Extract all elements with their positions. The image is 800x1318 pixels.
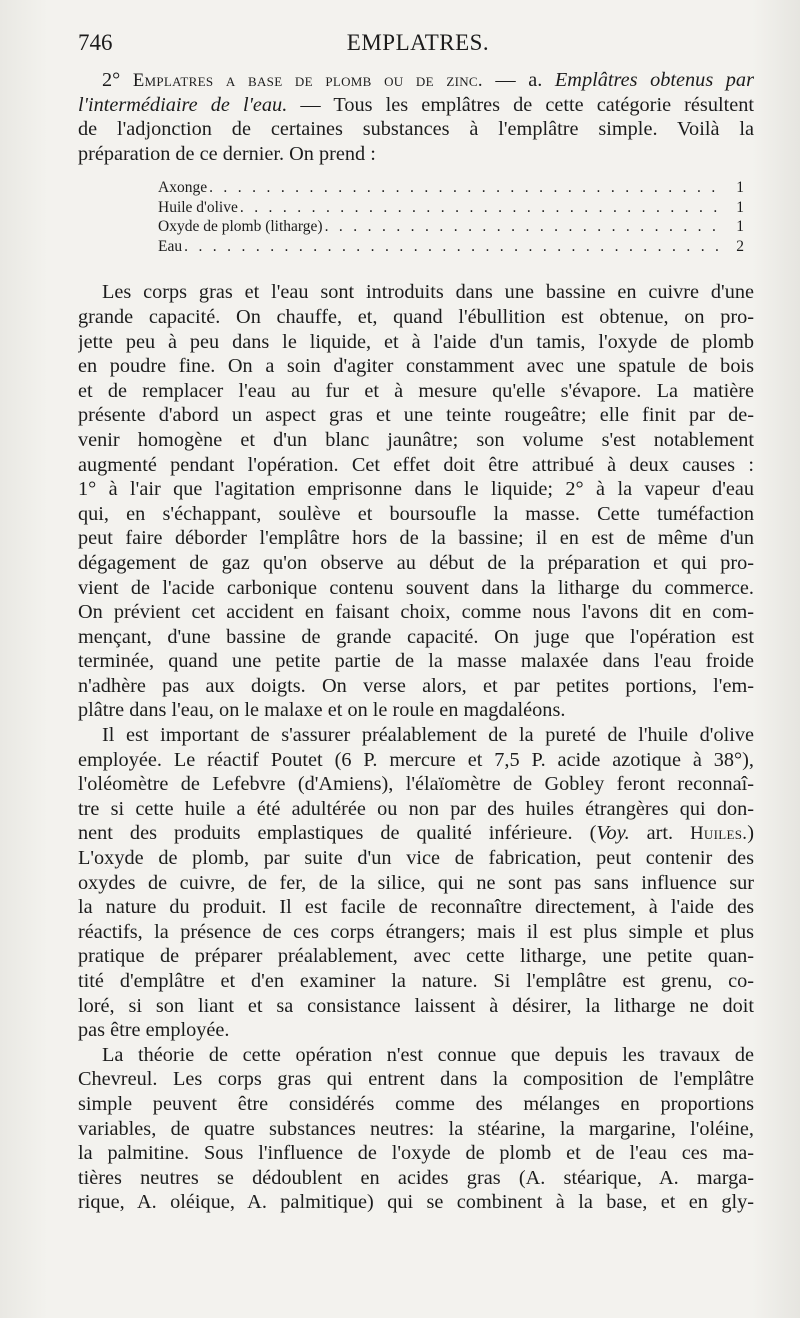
heading-dash: — (495, 69, 516, 91)
text-line: La théorie de cette opération n'est connue que depuis les travaux de (102, 1043, 754, 1066)
text-line: réactifs, la présence de ces corps étrangers; mais il est plus simple et plus (78, 920, 754, 943)
text-line: employée. Le réactif Poutet (6 P. mercure et 7,5 P. acide azotique à 38°), (78, 748, 754, 771)
text-line: dégagement de gaz qu'on observe au début de la préparation et qui pro- (78, 551, 754, 574)
recipe-list (158, 178, 744, 256)
subsection-title-cont: l'intermédiaire de l'eau. (78, 93, 288, 116)
text-line: n'adhère pas aux doigts. On verse alors, et par petites portions, l'em- (78, 674, 754, 697)
text-line: Les corps gras et l'eau sont introduits dans une bassine en cuivre d'une (102, 281, 754, 304)
text-line: oxydes de cuivre, de fer, de la silice, qui ne sont pas sans influence sur (78, 871, 754, 894)
running-title: EMPLATRES. (346, 30, 490, 55)
text-line: la palmitine. Sous l'influence de l'oxyde de plomb et de l'eau ces ma- (78, 1142, 754, 1165)
section-number: 2° (102, 69, 121, 91)
ingredient-name: Oxyde de plomb (litharge) (158, 218, 323, 236)
text-line (78, 93, 754, 118)
text-line: nent des produits emplastiques de qualité inférieure. (Voy. art. Huiles.) (78, 822, 754, 845)
text-line: l'oléomètre de Lefebvre (d'Amiens), l'élaïomètre de Gobley feront reconnaî- (78, 773, 754, 796)
dot-leader (184, 237, 724, 257)
text-line: en poudre fine. On a soin d'agiter constamment avec une spatule de bois (78, 355, 754, 378)
text-line: grande capacité. On chauffe, et, quand l'ébullition est obtenue, on pro- (78, 305, 754, 328)
subsection-title: Emplâtres obtenus par (554, 69, 754, 91)
ingredient-qty: 1 (736, 218, 744, 236)
text-line: simple peuvent être considérés comme des mélanges en proportions (78, 1092, 754, 1115)
text-line: tières neutres se dédoublent en acides gras (A. stéarique, A. marga- (78, 1166, 754, 1189)
text-line: tité d'emplâtre et d'en examiner la nature. Si l'emplâtre est grenu, co- (78, 970, 754, 992)
paragraph-2 (78, 723, 754, 1043)
body-text (78, 68, 754, 1215)
text-line: la nature du produit. Il est facile de reconnaître directement, à l'aide des (78, 896, 754, 919)
ingredient-qty: 1 (736, 179, 744, 197)
recipe-row (158, 237, 744, 257)
paragraph-1 (78, 280, 754, 723)
page-header (78, 30, 758, 60)
text-line: mençant, d'une bassine de grande capacité. On juge que l'opération est (78, 625, 754, 648)
text-line: terminée, quand une petite partie de la masse malaxée dans l'eau froide (78, 650, 754, 673)
text-line: 1° à l'air que l'agitation emprisonne dans le liquide; 2° à la vapeur d'eau (78, 478, 754, 501)
recipe-row (158, 178, 744, 198)
recipe-row (158, 198, 744, 218)
paragraph-3 (78, 1043, 754, 1215)
text-line: Chevreul. Les corps gras qui entrent dans la composition de l'emplâtre (78, 1068, 754, 1091)
subsection-letter: a. (528, 69, 543, 91)
text-line: peut faire déborder l'emplâtre hors de la bassine; il en est de même d'un (78, 527, 754, 550)
dot-leader (240, 198, 724, 218)
text-line: plâtre dans l'eau, on le malaxe et on le roule en magdaléons. (78, 699, 566, 722)
text-line: loré, si son liant et sa consistance laissent à désirer, la litharge ne doit (78, 994, 754, 1017)
dot-leader (325, 217, 724, 237)
text-line: augmenté pendant l'opération. Cet effet doit être attribué à deux causes : (78, 453, 754, 476)
art-abbrev: art. (646, 822, 674, 845)
text-line: présente d'abord un aspect gras et une teinte rougeâtre; elle finit par de- (78, 404, 754, 427)
text-line: rique, A. oléique, A. palmitique) qui se combinent à la base, et en gly- (78, 1191, 754, 1214)
text-line: jette peu à peu dans le liquide, et à l'aide d'un tamis, l'oxyde de plomb (78, 330, 754, 353)
text-run: nent des produits emplastiques de qualité inférieure. (78, 822, 573, 845)
text-line: de l'adjonction de certaines substances à l'emplâtre simple. Voilà la (78, 118, 754, 141)
ingredient-qty: 2 (736, 237, 744, 255)
text-line: L'oxyde de plomb, par suite d'un vice de fabrication, peut contenir des (78, 847, 754, 870)
text-line: variables, de quatre substances neutres: la stéarine, la margarine, l'oléine, (78, 1117, 754, 1140)
page-number: 746 (78, 30, 113, 55)
text-line: pratique de préparer préalablement, avec cette litharge, une petite quan- (78, 945, 754, 968)
recipe-row (158, 217, 744, 237)
text-line: pas être employée. (78, 1019, 230, 1042)
text-line: On prévient cet accident en faisant choix, comme nous l'avons dit en com- (78, 601, 754, 624)
dot-leader (209, 178, 724, 198)
ingredient-name: Eau (158, 237, 183, 255)
text-line: Il est important de s'assurer préalablement de la pureté de l'huile d'olive (102, 724, 754, 747)
huiles-ref: Huiles. (690, 823, 748, 845)
text-line: venir homogène et d'un blanc jaunâtre; son volume s'est notablement (78, 428, 754, 451)
ingredient-name: Huile d'olive (158, 198, 238, 216)
section-heading (78, 68, 754, 93)
section-title: Emplatres a base de plomb ou de zinc. (132, 70, 483, 91)
text-line: préparation de ce dernier. On prend : (78, 142, 376, 165)
intro-text: — Tous les emplâtres de cette catégorie résultent (300, 93, 754, 116)
text-line: vient de l'acide carbonique contenu souvent dans la litharge du commerce. (78, 576, 754, 599)
ingredient-name: Axonge (158, 179, 208, 197)
ingredient-qty: 1 (736, 198, 744, 216)
text-line: qui, en s'échappant, soulève et boursoufle la masse. Cette tuméfaction (78, 502, 754, 525)
voy-abbrev: Voy. (596, 822, 630, 845)
text-line: et de remplacer l'eau au fur et à mesure qu'elle s'évapore. La matière (78, 379, 754, 402)
text-line: tre si cette huile a été adultérée ou non par des huiles étrangères qui don- (78, 797, 754, 820)
